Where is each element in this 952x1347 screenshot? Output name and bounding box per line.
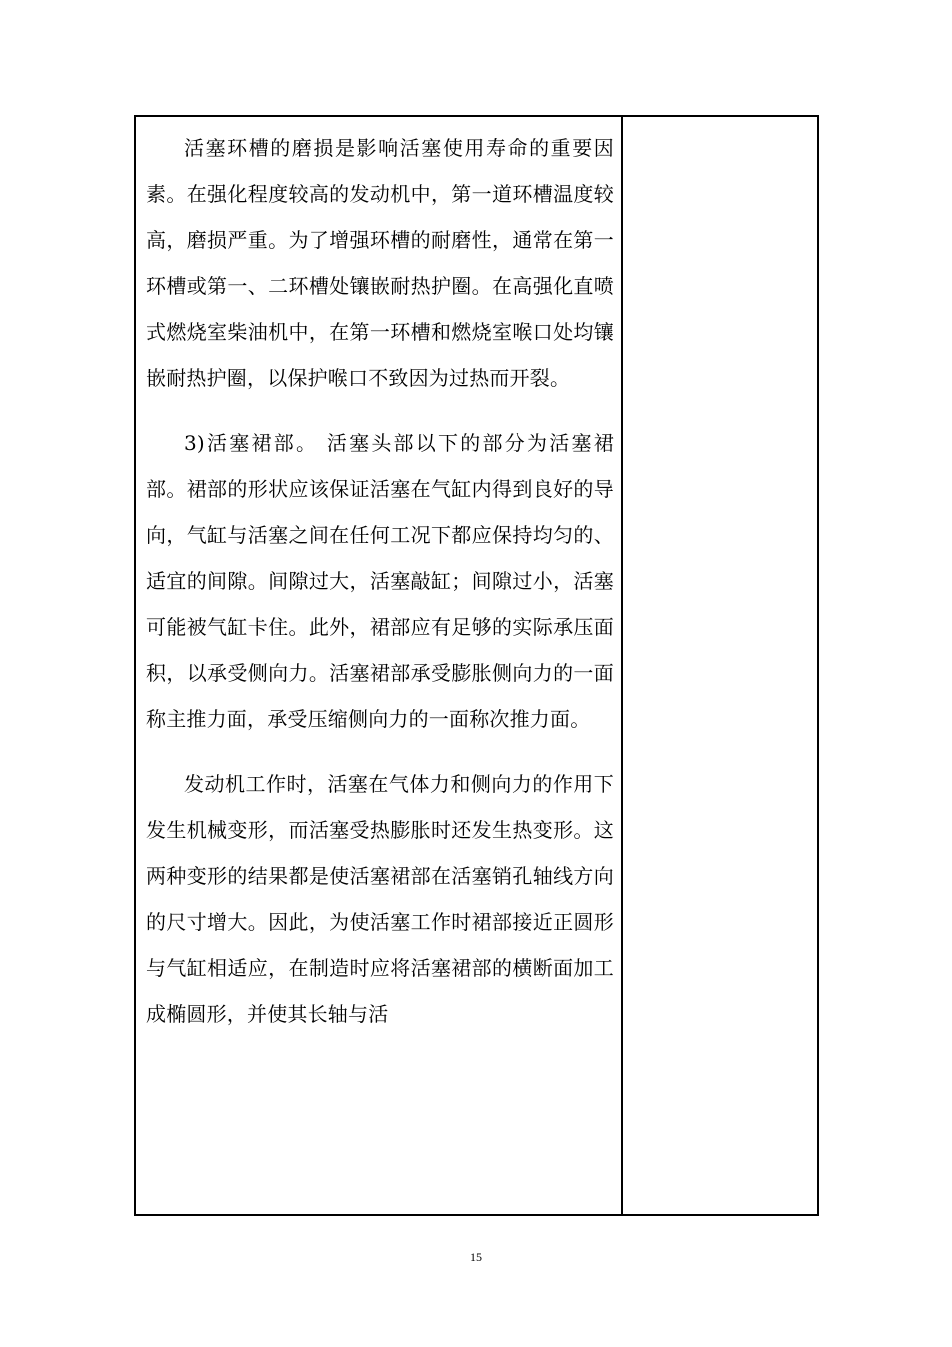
paragraph-ring-groove-wear: 活塞环槽的磨损是影响活塞使用寿命的重要因素。在强化程度较高的发动机中，第一道环槽温度较高，磨损严重。为了增强环槽的耐磨性，通常在第一环槽或第一、二环槽处镶嵌耐热护圈。在高强化直喷式燃烧室柴油机中，在第一环槽和燃烧室喉口处均镶嵌耐热护圈，以保护喉口不致因为过热而开裂。 [146, 136, 614, 390]
text-column [146, 125, 614, 1037]
content-table [134, 115, 819, 1216]
notes-column [623, 117, 817, 1214]
paragraph-skirt-deformation: 发动机工作时，活塞在气体力和侧向力的作用下发生机械变形，而活塞受热膨胀时还发生热变形。这两种变形的结果都是使活塞裙部在活塞销孔轴线方向的尺寸增大。因此，为使活塞工作时裙部接近正圆形与气缸相适应，在制造时应将活塞裙部的横断面加工成椭圆形，并使其长轴与活 [146, 772, 614, 1026]
page-number: 15 [470, 1250, 482, 1264]
paragraph-piston-skirt: 3)活塞裙部。 活塞头部以下的部分为活塞裙部。裙部的形状应该保证活塞在气缸内得到良好的导向，气缸与活塞之间在任何工况下都应保持均匀的、适宜的间隙。间隙过大，活塞敲缸；间隙过小，活塞可能被气缸卡住。此外，裙部应有足够的实际承压面积，以承受侧向力。活塞裙部承受膨胀侧向力的一面称主推力面，承受压缩侧向力的一面称次推力面。 [146, 431, 614, 731]
